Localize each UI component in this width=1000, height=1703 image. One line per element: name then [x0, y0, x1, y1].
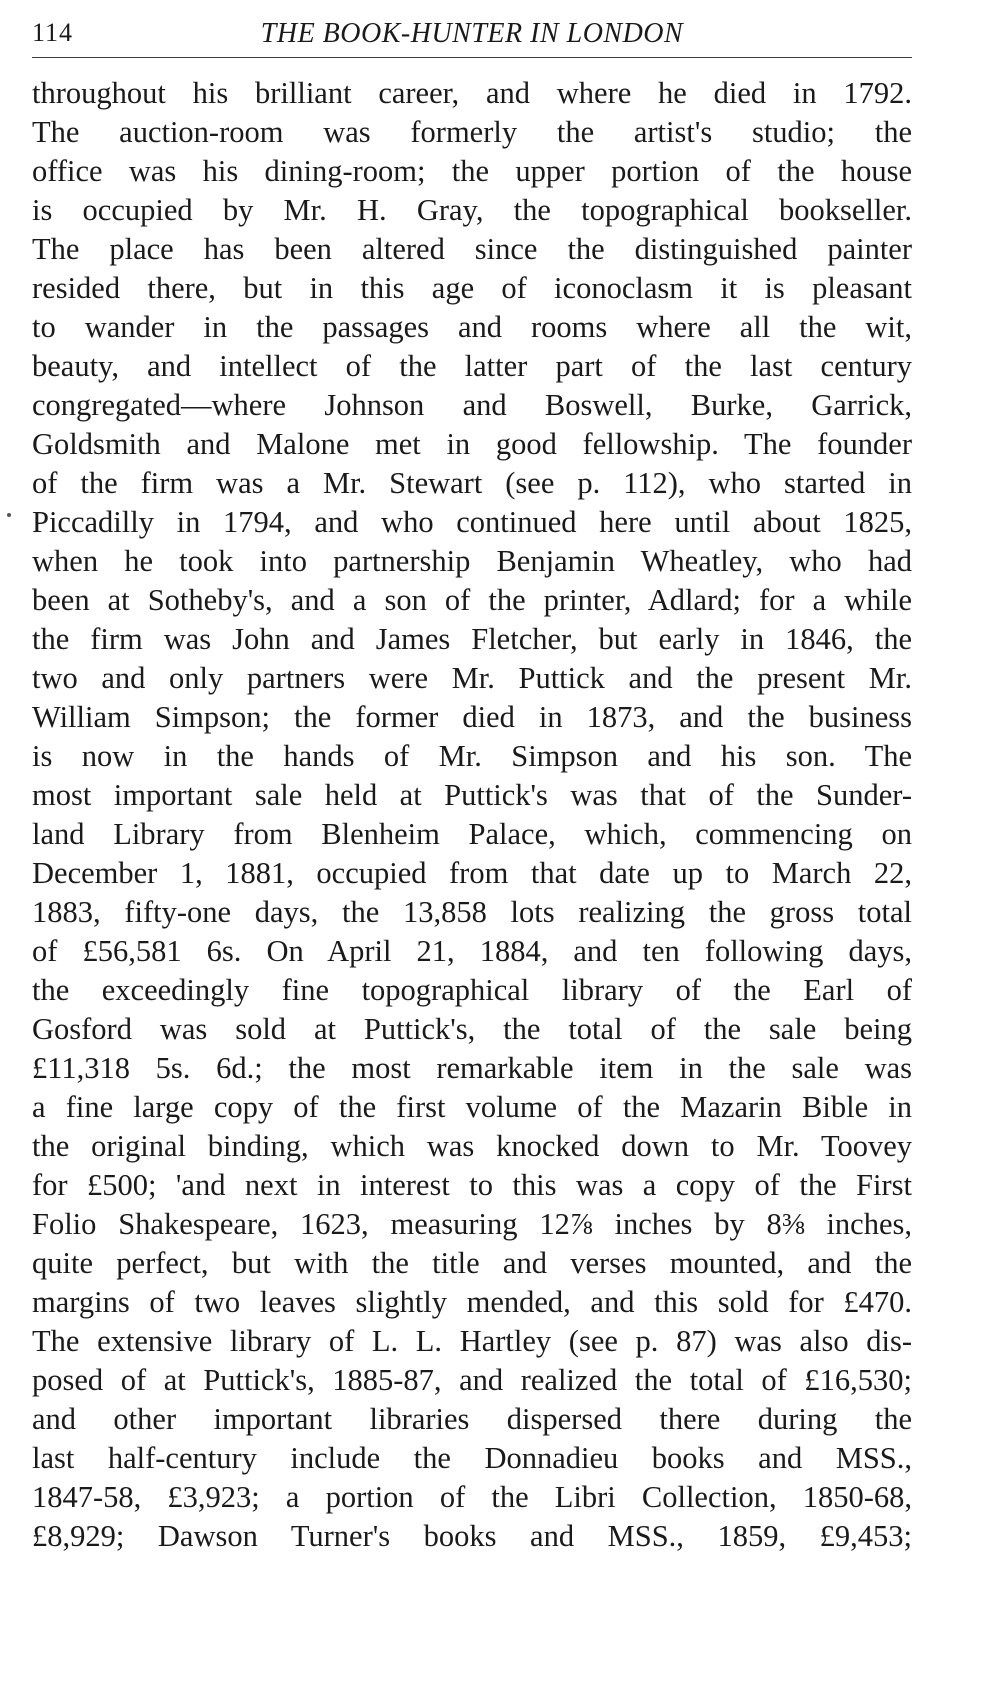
text-line: £11,318 5s. 6d.; the most remarkable item in the sale was [32, 1051, 912, 1085]
text-line: £8,929; Dawson Turner's books and MSS., 1859, £9,453; [32, 1519, 912, 1553]
text-line: margins of two leaves slightly mended, and this sold for £470. [32, 1285, 912, 1319]
text-line: two and only partners were Mr. Puttick and the present Mr. [32, 661, 912, 695]
text-line: office was his dining-room; the upper portion of the house [32, 154, 912, 188]
text-line: last half-century include the Donnadieu books and MSS., [32, 1441, 912, 1475]
text-line: land Library from Blenheim Palace, which, commencing on [32, 817, 912, 851]
text-line: 1847-58, £3,923; a portion of the Libri Collection, 1850-68, [32, 1480, 912, 1514]
page-number: 114 [32, 18, 74, 47]
text-line: Goldsmith and Malone met in good fellowship. The founder [32, 427, 912, 461]
text-line: the firm was John and James Fletcher, but early in 1846, the [32, 622, 912, 656]
text-line: congregated—where Johnson and Boswell, Burke, Garrick, [32, 388, 912, 422]
text-line: is now in the hands of Mr. Simpson and his son. The [32, 739, 912, 773]
text-line: been at Sotheby's, and a son of the printer, Adlard; for a while [32, 583, 912, 617]
text-line: and other important libraries dispersed there during the [32, 1402, 912, 1436]
text-line: a fine large copy of the first volume of the Mazarin Bible in [32, 1090, 912, 1124]
text-line: Piccadilly in 1794, and who continued here until about 1825, [32, 505, 912, 539]
text-line: throughout his brilliant career, and where he died in 1792. [32, 76, 912, 110]
body-text [32, 74, 912, 1556]
text-line: the exceedingly fine topographical library of the Earl of [32, 973, 912, 1007]
text-line: Gosford was sold at Puttick's, the total of the sale being [32, 1012, 912, 1046]
text-line: resided there, but in this age of iconoclasm it is pleasant [32, 271, 912, 305]
text-line: 1883, fifty-one days, the 13,858 lots realizing the gross total [32, 895, 912, 929]
text-line: when he took into partnership Benjamin Wheatley, who had [32, 544, 912, 578]
running-title: THE BOOK-HUNTER IN LONDON [260, 18, 684, 49]
text-line: for £500; 'and next in interest to this was a copy of the First [32, 1168, 912, 1202]
text-line: December 1, 1881, occupied from that date up to March 22, [32, 856, 912, 890]
text-line: most important sale held at Puttick's was that of the Sunder- [32, 778, 912, 812]
text-line: The place has been altered since the distinguished painter [32, 232, 912, 266]
text-line: quite perfect, but with the title and verses mounted, and the [32, 1246, 912, 1280]
text-line: is occupied by Mr. H. Gray, the topographical bookseller. [32, 193, 912, 227]
text-line: Folio Shakespeare, 1623, measuring 12⅞ inches by 8⅜ inches, [32, 1207, 912, 1241]
text-line: The extensive library of L. L. Hartley (see p. 87) was also dis- [32, 1324, 912, 1358]
text-line: posed of at Puttick's, 1885-87, and realized the total of £16,530; [32, 1363, 912, 1397]
running-head [32, 12, 912, 56]
text-line: to wander in the passages and rooms where all the wit, [32, 310, 912, 344]
text-line: the original binding, which was knocked down to Mr. Toovey [32, 1129, 912, 1163]
text-line: beauty, and intellect of the latter part of the last century [32, 349, 912, 383]
text-line: The auction-room was formerly the artist's studio; the [32, 115, 912, 149]
margin-speck [7, 513, 11, 517]
header-rule [32, 57, 912, 58]
text-line: William Simpson; the former died in 1873, and the business [32, 700, 912, 734]
text-line: of the firm was a Mr. Stewart (see p. 112), who started in [32, 466, 912, 500]
text-line: of £56,581 6s. On April 21, 1884, and ten following days, [32, 934, 912, 968]
